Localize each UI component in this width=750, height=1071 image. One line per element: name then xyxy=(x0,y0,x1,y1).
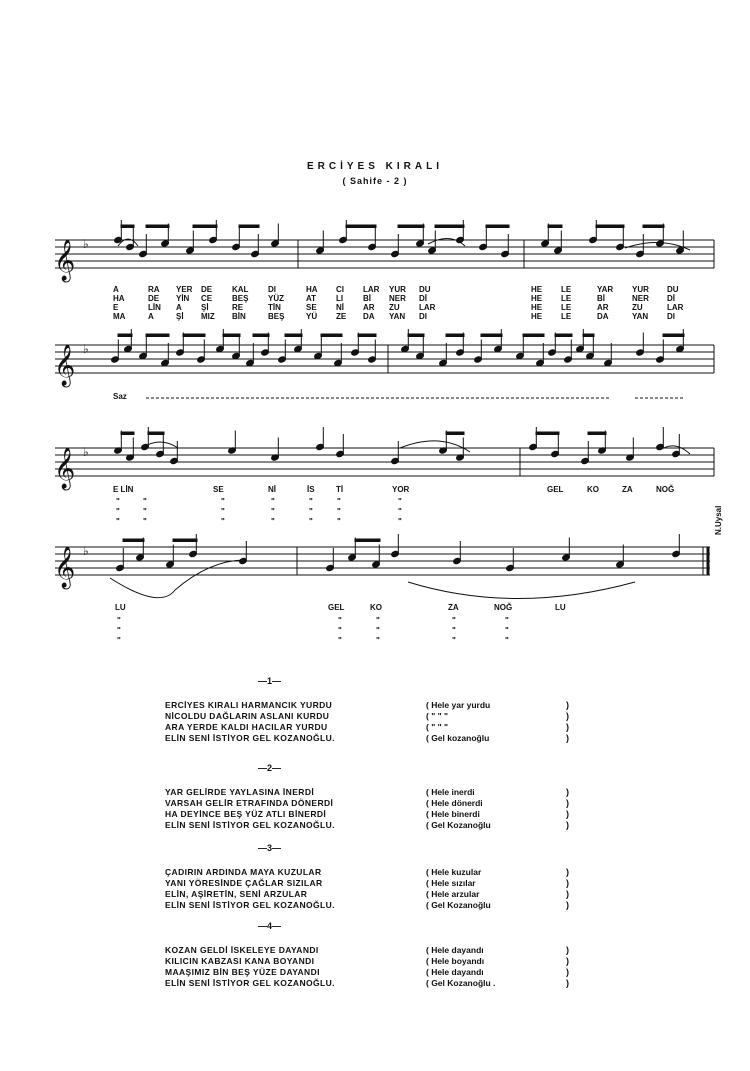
ditto-mark: " xyxy=(338,616,342,625)
refrain-close: ) xyxy=(566,867,569,877)
verse-line: ARA YERDE KALDI HACILAR YURDU xyxy=(165,722,328,732)
refrain-close: ) xyxy=(566,900,569,910)
note-beam xyxy=(173,539,197,542)
lyric-syllable: DE xyxy=(148,294,160,303)
lyric-syllable: YAN xyxy=(389,312,406,321)
lyric-syllable: NER xyxy=(632,294,649,303)
ditto-mark: " xyxy=(452,616,456,625)
verse-line: ELİN SENİ İSTİYOR GEL KOZANOĞLU. xyxy=(165,733,335,743)
refrain-close: ) xyxy=(566,798,569,808)
note-beam xyxy=(596,225,624,228)
verse-refrain: ( Hele yar yurdu xyxy=(426,700,491,710)
refrain-close: ) xyxy=(566,945,569,955)
note-beam xyxy=(123,539,144,542)
lyric-syllable: DA xyxy=(363,312,375,321)
verse-refrain: ( " " " xyxy=(426,722,449,732)
lyric-syllable: Nİ xyxy=(268,485,276,494)
note-beam xyxy=(523,334,544,337)
note-beam xyxy=(285,334,302,337)
lyric-syllable: MA xyxy=(113,312,126,321)
verse-refrain: ( Hele dönerdi xyxy=(426,798,483,808)
note-beam xyxy=(446,334,464,337)
note-beam xyxy=(118,334,132,337)
lyric-syllable: DU xyxy=(667,285,679,294)
lyric-syllable: AT xyxy=(306,294,317,303)
verse-refrain: ( Hele kuzular xyxy=(426,867,482,877)
ditto-mark: " xyxy=(376,626,380,635)
lyric-syllable: TİN xyxy=(268,303,281,312)
flat-icon: ♭ xyxy=(83,445,89,459)
lyric-syllable: LE xyxy=(561,312,572,321)
lyric-syllable: BEŞ xyxy=(268,312,285,321)
ditto-mark: " xyxy=(398,507,402,516)
ditto-mark: " xyxy=(116,517,120,526)
page-subtitle: ( Sahife - 2 ) xyxy=(342,176,408,186)
ditto-mark: " xyxy=(398,497,402,506)
ditto-mark: " xyxy=(452,636,456,645)
verse-refrain: ( Hele boyandı xyxy=(426,956,485,966)
note-beam xyxy=(146,225,169,228)
lyric-syllable: HA xyxy=(306,285,318,294)
note-beam xyxy=(148,432,164,435)
refrain-close: ) xyxy=(566,956,569,966)
note-beam xyxy=(398,225,424,228)
lyric-syllable: CI xyxy=(336,285,344,294)
lyric-syllable: LAR xyxy=(419,303,436,312)
lyric-syllable: Şİ xyxy=(201,303,209,312)
note-beam xyxy=(555,334,572,337)
ditto-mark: " xyxy=(452,626,456,635)
verse-line: ELİN SENİ İSTİYOR GEL KOZANOĞLU. xyxy=(165,820,335,830)
lyric-syllable: YİN xyxy=(176,294,190,303)
note-beam xyxy=(481,334,502,337)
verse-number: —1— xyxy=(258,676,282,686)
lyric-syllable: Tİ xyxy=(336,485,344,494)
lyric-syllable: YÜ xyxy=(306,312,318,321)
ditto-mark: " xyxy=(221,507,225,516)
ditto-mark: " xyxy=(338,626,342,635)
verse-line: YANI YÖRESİNDE ÇAĞLAR SIZILAR xyxy=(165,878,323,888)
ditto-mark: " xyxy=(505,616,509,625)
lyric-syllable: YUR xyxy=(632,285,649,294)
treble-clef-icon: 𝄞 xyxy=(54,448,76,489)
lyric-syllable: HA xyxy=(113,294,125,303)
note-beam xyxy=(193,225,217,228)
ditto-mark: " xyxy=(116,507,120,516)
lyric-syllable: HE xyxy=(531,294,543,303)
ditto-mark: " xyxy=(117,636,121,645)
lyric-syllable: LI xyxy=(336,294,344,303)
lyric-syllable: HE xyxy=(531,303,543,312)
staff-system-1 xyxy=(55,240,714,268)
lyric-syllable: LU xyxy=(115,603,126,612)
lyric-syllable: KO xyxy=(370,603,382,612)
verse-refrain: ( Gel Kozanoğlu . xyxy=(426,978,496,988)
lyric-syllable: KO xyxy=(587,485,599,494)
flat-icon: ♭ xyxy=(83,237,89,251)
lyric-syllable: Nİ xyxy=(336,303,344,312)
refrain-close: ) xyxy=(566,967,569,977)
lyric-syllable: NOĞ xyxy=(494,603,513,612)
flat-icon: ♭ xyxy=(83,544,89,558)
lyric-syllable: RA xyxy=(148,285,160,294)
ditto-mark: " xyxy=(143,497,147,506)
verse-line: ÇADIRIN ARDINDA MAYA KUZULAR xyxy=(165,867,322,877)
verse-refrain: ( Hele inerdi xyxy=(426,787,475,797)
note-beam xyxy=(121,225,134,228)
verse-line: ELİN SENİ İSTİYOR GEL KOZANOĞLU. xyxy=(165,978,335,988)
treble-clef-icon: 𝄞 xyxy=(54,345,76,386)
lyric-syllable: RE xyxy=(232,303,244,312)
ditto-mark: " xyxy=(338,636,342,645)
ditto-mark: " xyxy=(376,636,380,645)
ditto-mark: " xyxy=(505,636,509,645)
refrain-close: ) xyxy=(566,700,569,710)
refrain-close: ) xyxy=(566,820,569,830)
lyric-syllable: Dİ xyxy=(667,294,675,303)
lyric-syllable: HE xyxy=(531,312,543,321)
lyric-syllable: YER xyxy=(176,285,193,294)
verse-line: ELİN, AŞİRETİN, SENİ ARZULAR xyxy=(165,889,308,899)
verse-line: MAAŞIMIZ BİN BEŞ YÜZE DAYANDI xyxy=(165,967,320,977)
ditto-mark: " xyxy=(271,507,275,516)
lyric-syllable: DA xyxy=(597,312,609,321)
lyric-syllable: Bİ xyxy=(597,294,605,303)
refrain-close: ) xyxy=(566,787,569,797)
verse-refrain: ( " " " xyxy=(426,711,449,721)
refrain-close: ) xyxy=(566,711,569,721)
verse-line: HA DEYİNCE BEŞ YÜZ ATLI BİNERDİ xyxy=(165,809,327,819)
treble-clef-icon: 𝄞 xyxy=(54,547,76,588)
ditto-mark: " xyxy=(337,507,341,516)
verse-line: ERCİYES KIRALI HARMANCIK YURDU xyxy=(165,700,333,710)
ditto-mark: " xyxy=(221,497,225,506)
verse-line: KOZAN GELDİ İSKELEYE DAYANDI xyxy=(165,945,319,955)
lyric-syllable: LE xyxy=(561,303,572,312)
ditto-mark: " xyxy=(309,507,313,516)
lyric-syllable: DI xyxy=(667,312,675,321)
ditto-mark: " xyxy=(221,517,225,526)
verse-refrain: ( Hele dayandı xyxy=(426,967,484,977)
verse-refrain: ( Hele binerdi xyxy=(426,809,480,819)
ditto-mark: " xyxy=(116,497,120,506)
refrain-close: ) xyxy=(566,722,569,732)
note-beam xyxy=(355,539,380,542)
note-beam xyxy=(536,432,559,435)
lyric-syllable: MIZ xyxy=(201,312,215,321)
ditto-mark: " xyxy=(143,517,147,526)
ditto-mark: " xyxy=(117,616,121,625)
lyric-syllable: NOĞ xyxy=(656,485,675,494)
lyric-syllable: HE xyxy=(531,285,543,294)
lyric-syllable: ZE xyxy=(336,312,347,321)
ditto-mark: " xyxy=(309,497,313,506)
refrain-close: ) xyxy=(566,809,569,819)
lyric-syllable: YAR xyxy=(597,285,614,294)
ditto-mark: " xyxy=(505,626,509,635)
note-beam xyxy=(223,334,240,337)
lyric-syllable: E LİN xyxy=(113,485,134,494)
lyric-syllable: YUR xyxy=(389,285,406,294)
lyric-syllable: YAN xyxy=(632,312,649,321)
verse-refrain: ( Hele dayandı xyxy=(426,945,484,955)
ditto-mark: " xyxy=(398,517,402,526)
lyric-syllable: DU xyxy=(419,285,431,294)
lyric-syllable: ZA xyxy=(622,485,633,494)
note-beam xyxy=(663,334,684,337)
lyric-syllable: YÜZ xyxy=(268,294,284,303)
note-beam xyxy=(548,225,562,228)
lyric-syllable: A xyxy=(176,303,182,312)
lyric-syllable: SE xyxy=(213,485,224,494)
verse-refrain: ( Gel kozanoğlu xyxy=(426,733,490,743)
lyric-syllable: DI xyxy=(268,285,276,294)
note-beam xyxy=(239,225,259,228)
verse-line: ELİN SENİ İSTİYOR GEL KOZANOĞLU. xyxy=(165,900,335,910)
lyric-syllable: ZU xyxy=(389,303,400,312)
lyric-syllable: Şİ xyxy=(176,312,184,321)
verse-refrain: ( Hele sızılar xyxy=(426,878,476,888)
ditto-mark: " xyxy=(376,616,380,625)
ditto-mark: " xyxy=(117,626,121,635)
lyric-syllable: ZA xyxy=(448,603,459,612)
note-beam xyxy=(253,334,269,337)
verse-number: —3— xyxy=(258,843,282,853)
verse-line: KILICIN KABZASI KANA BOYANDI xyxy=(165,956,315,966)
flat-icon: ♭ xyxy=(83,342,89,356)
refrain-close: ) xyxy=(566,733,569,743)
lyric-syllable: Dİ xyxy=(419,294,427,303)
verse-line: NİCOLDU DAĞLARIN ASLANI KURDU xyxy=(165,711,330,721)
lyric-syllable: CE xyxy=(201,294,213,303)
refrain-close: ) xyxy=(566,878,569,888)
note-beam xyxy=(358,334,376,337)
lyric-syllable: SE xyxy=(306,303,317,312)
lyric-syllable: LAR xyxy=(667,303,684,312)
verse-refrain: ( Hele arzular xyxy=(426,889,480,899)
verse-number: —4— xyxy=(258,921,282,931)
note-beam xyxy=(346,225,376,228)
ditto-mark: " xyxy=(337,497,341,506)
verse-refrain: ( Gel Kozanoğlu xyxy=(426,820,491,830)
lyric-syllable: LE xyxy=(561,294,572,303)
lyric-syllable: LİN xyxy=(148,303,161,312)
lyric-syllable: BEŞ xyxy=(232,294,249,303)
lyric-syllable: LE xyxy=(561,285,572,294)
note-beam xyxy=(408,334,424,337)
verse-line: YAR GELİRDE YAYLASINA İNERDİ xyxy=(165,787,315,797)
note-beam xyxy=(146,334,169,337)
note-beam xyxy=(583,334,594,337)
ditto-mark: " xyxy=(143,507,147,516)
note-beam xyxy=(183,334,205,337)
ditto-mark: " xyxy=(271,497,275,506)
lyric-syllable: GEL xyxy=(547,485,564,494)
refrain-close: ) xyxy=(566,889,569,899)
note-beam xyxy=(446,432,464,435)
lyric-syllable: YOR xyxy=(392,485,410,494)
ditto-mark: " xyxy=(337,517,341,526)
treble-clef-icon: 𝄞 xyxy=(54,240,76,281)
verse-refrain: ( Gel Kozanoğlu xyxy=(426,900,491,910)
lyric-syllable: DE xyxy=(201,285,213,294)
lyric-syllable: AR xyxy=(597,303,609,312)
lyric-syllable: İS xyxy=(307,485,315,494)
lyric-syllable: DI xyxy=(419,312,427,321)
note-beam xyxy=(435,225,464,228)
lyric-syllable: GEL xyxy=(328,603,345,612)
lyric-syllable: ZU xyxy=(632,303,643,312)
note-beam xyxy=(486,225,509,228)
lyric-syllable: A xyxy=(148,312,154,321)
refrain-close: ) xyxy=(566,978,569,988)
note-beam xyxy=(643,225,664,228)
lyric-syllable: LAR xyxy=(363,285,380,294)
verse-number: —2— xyxy=(258,763,282,773)
lyric-syllable: AR xyxy=(363,303,375,312)
lyric-syllable: A xyxy=(113,285,119,294)
lyric-syllable: Bİ xyxy=(363,294,371,303)
lyric-syllable: E xyxy=(113,303,119,312)
saz-label: Saz xyxy=(113,392,127,401)
note-beam xyxy=(321,334,342,337)
ditto-mark: " xyxy=(271,517,275,526)
staff-system-2 xyxy=(55,345,714,398)
note-beam xyxy=(588,432,606,435)
page-title: ERCİYES KIRALI xyxy=(306,161,443,172)
verse-line: VARSAH GELİR ETRAFINDA DÖNERDİ xyxy=(165,798,334,808)
staff-system-3 xyxy=(55,448,714,476)
ditto-mark: " xyxy=(309,517,313,526)
lyric-syllable: BİN xyxy=(232,312,246,321)
lyric-syllable: KAL xyxy=(232,285,249,294)
lyric-syllable: LU xyxy=(555,603,566,612)
lyric-syllable: NER xyxy=(389,294,406,303)
staff-system-4 xyxy=(55,547,710,599)
note-beam xyxy=(121,432,134,435)
author-credit: N.Uysal xyxy=(714,505,723,535)
